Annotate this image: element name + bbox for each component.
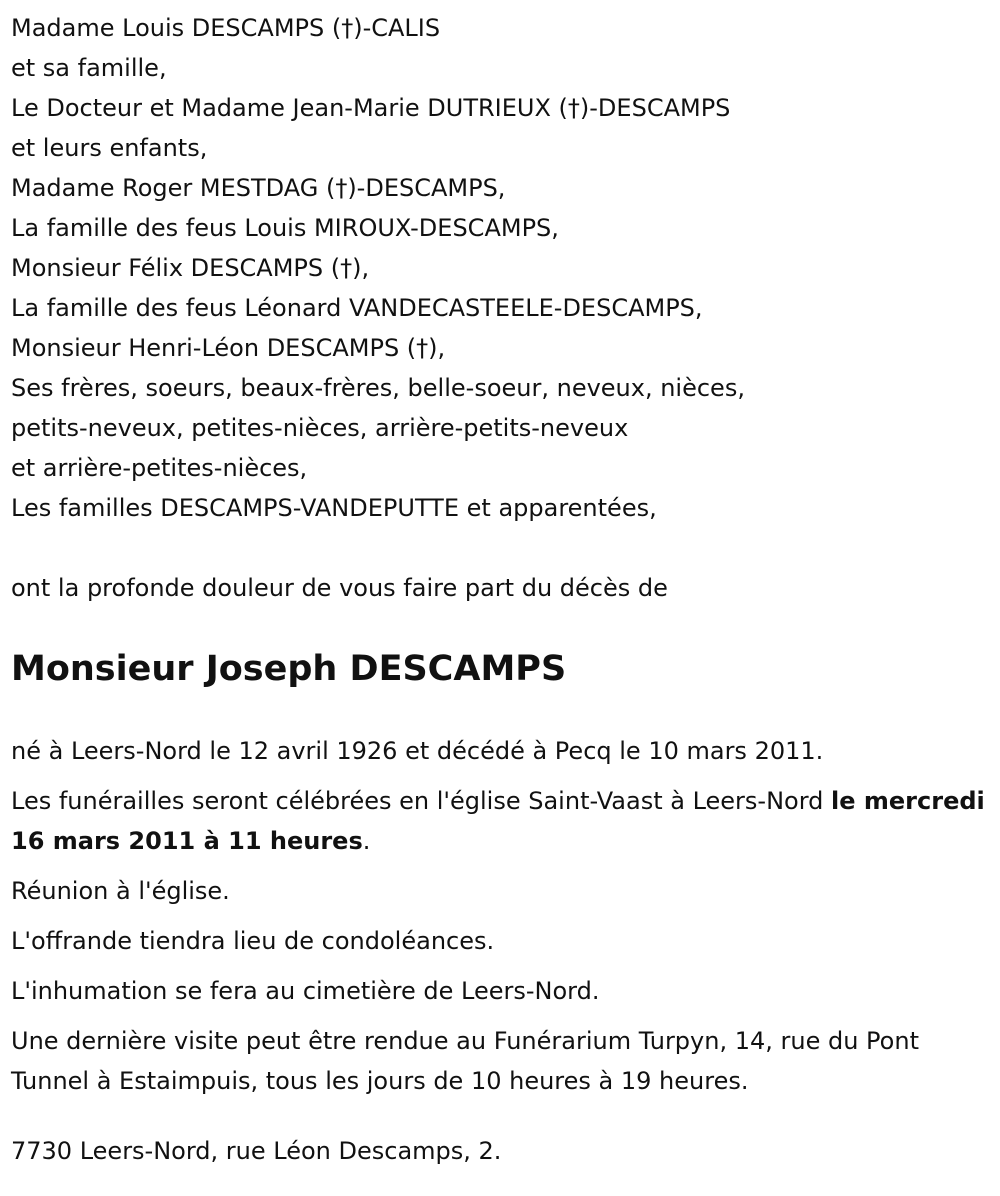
family-line: Madame Louis DESCAMPS (†)-CALIS bbox=[11, 14, 441, 42]
family-line: Monsieur Félix DESCAMPS (†), bbox=[11, 254, 370, 282]
family-line: et sa famille, bbox=[11, 54, 167, 82]
details-section bbox=[11, 731, 986, 1101]
family-line: Le Docteur et Madame Jean-Marie DUTRIEUX (†)-DESCAMPS bbox=[11, 94, 731, 122]
visit-text: Une dernière visite peut être rendue au Funérarium Turpyn, 14, rue du Pont Tunnel à Estaimpuis, tous les jours de 10 heures à 19 heures. bbox=[11, 1027, 919, 1095]
birth-death-text: né à Leers-Nord le 12 avril 1926 et décédé à Pecq le 10 mars 2011. bbox=[11, 737, 824, 765]
family-line: La famille des feus Léonard VANDECASTEELE-DESCAMPS, bbox=[11, 294, 703, 322]
funeral-prefix: Les funérailles seront célébrées en l'église Saint-Vaast à Leers-Nord bbox=[11, 787, 832, 815]
family-line: Les familles DESCAMPS-VANDEPUTTE et apparentées, bbox=[11, 494, 657, 522]
family-line: petits-neveux, petites-nièces, arrière-petits-neveux bbox=[11, 414, 629, 442]
meeting-text: Réunion à l'église. bbox=[11, 877, 230, 905]
family-line: La famille des feus Louis MIROUX-DESCAMPS, bbox=[11, 214, 559, 242]
funeral-date: le mercredi 16 mars 2011 à 11 heures bbox=[11, 787, 985, 855]
funeral-suffix: . bbox=[362, 827, 371, 855]
announcement-text: ont la profonde douleur de vous faire part du décès de bbox=[11, 574, 668, 602]
family-list bbox=[11, 8, 1000, 528]
offering-text: L'offrande tiendra lieu de condoléances. bbox=[11, 927, 495, 955]
burial-text: L'inhumation se fera au cimetière de Leers-Nord. bbox=[11, 977, 600, 1005]
family-line: Monsieur Henri-Léon DESCAMPS (†), bbox=[11, 334, 446, 362]
family-line: et arrière-petites-nièces, bbox=[11, 454, 308, 482]
deceased-name: Monsieur Joseph DESCAMPS bbox=[11, 649, 567, 689]
family-line: Madame Roger MESTDAG (†)-DESCAMPS, bbox=[11, 174, 506, 202]
family-line: Ses frères, soeurs, beaux-frères, belle-soeur, neveux, nièces, bbox=[11, 374, 745, 402]
family-line: et leurs enfants, bbox=[11, 134, 208, 162]
address-text: 7730 Leers-Nord, rue Léon Descamps, 2. bbox=[11, 1137, 502, 1165]
funeral-text bbox=[11, 781, 986, 861]
